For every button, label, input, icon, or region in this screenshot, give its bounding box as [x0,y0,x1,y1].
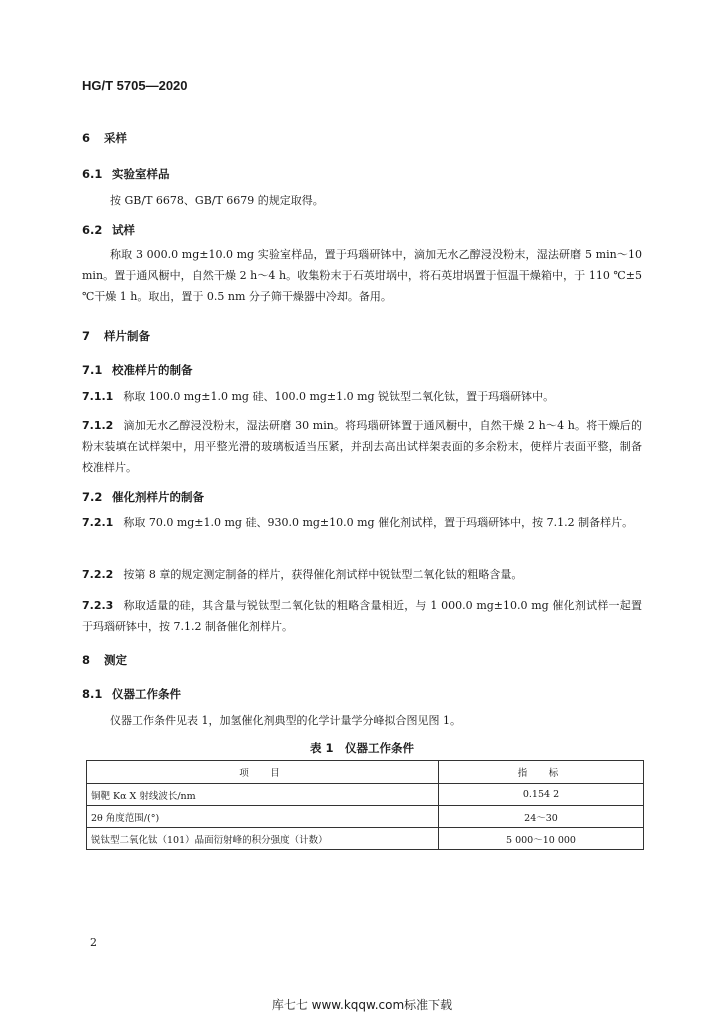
table-header-row [87,761,644,784]
table-row [87,828,644,850]
section-7-heading: 7 样片制备 [82,329,150,343]
table-cell-value: 0.154 2 [439,784,644,806]
column-header-item: 项 目 [87,761,439,784]
table-row [87,784,644,806]
section-6-2-heading: 6.2 试样 [82,223,135,237]
section-8-1-heading: 8.1 仪器工作条件 [82,687,181,701]
section-7-2-1-text: 7.2.1 称取 70.0 mg±1.0 mg 硅、930.0 mg±10.0 mg 催化剂试样，置于玛瑙研钵中，按 7.1.2 制备样片。 [82,516,634,529]
table-cell-item: 锐钛型二氧化钛（101）晶面衍射峰的积分强度（计数） [87,828,439,850]
section-6-2-text: 称取 3 000.0 mg±10.0 mg 实验室样品，置于玛瑙研钵中，滴加无水乙醇浸没粉末，湿法研磨 5 min～10 min。置于通风橱中，自然干燥 2 h～4 h。收集粉末于石英坩埚中，将石英坩埚置于恒温干燥箱中，于 110 ℃±5 ℃干燥 1 h。取出，置于 0.5 nm 分子筛干燥器中冷却。备用。 [82,248,642,303]
table-caption: 表 1 仪器工作条件 [309,741,414,755]
instrument-conditions-table [86,760,644,850]
section-8-1-text: 仪器工作条件见表 1，加氢催化剂典型的化学计量学分峰拟合图见图 1。 [110,714,461,727]
section-7-2-heading: 7.2 催化剂样片的制备 [82,490,204,504]
table-cell-item: 铜靶 Kα X 射线波长/nm [87,784,439,806]
section-7-1-heading: 7.1 校准样片的制备 [82,363,193,377]
section-7-1-1-text: 7.1.1 称取 100.0 mg±1.0 mg 硅、100.0 mg±1.0 mg 锐钛型二氧化钛，置于玛瑙研钵中。 [82,390,555,403]
table-row [87,806,644,828]
section-6-heading: 6 采样 [82,131,127,145]
section-6-1-heading: 6.1 实验室样品 [82,167,170,181]
section-7-2-2-text: 7.2.2 按第 8 章的规定测定制备的样片，获得催化剂试样中锐钛型二氧化钛的粗略含量。 [82,568,523,581]
page-number: 2 [90,936,97,949]
table-cell-item: 2θ 角度范围/(°) [87,806,439,828]
table-cell-value: 24～30 [439,806,644,828]
section-8-heading: 8 测定 [82,653,127,667]
document-code: HG/T 5705—2020 [82,78,188,93]
section-7-2-3-text: 7.2.3 称取适量的硅，其含量与锐钛型二氧化钛的粗略含量相近，与 1 000.0 mg±10.0 mg 催化剂试样一起置于玛瑙研钵中，按 7.1.2 制备催化剂样片。 [82,599,642,633]
footer-watermark: 库七七 www.kqqw.com标准下载 [271,998,453,1012]
section-6-1-text: 按 GB/T 6678、GB/T 6679 的规定取得。 [110,194,324,207]
column-header-value: 指 标 [439,761,644,784]
table-cell-value: 5 000～10 000 [439,828,644,850]
section-7-1-2-text: 7.1.2 滴加无水乙醇浸没粉末，湿法研磨 30 min。将玛瑙研钵置于通风橱中，自然干燥 2 h～4 h。将干燥后的粉末装填在试样架中，用平整光滑的玻璃板适当压紧，并刮去高出试样架表面的多余粉末，使样片表面平整，制备校准样片。 [82,419,642,474]
